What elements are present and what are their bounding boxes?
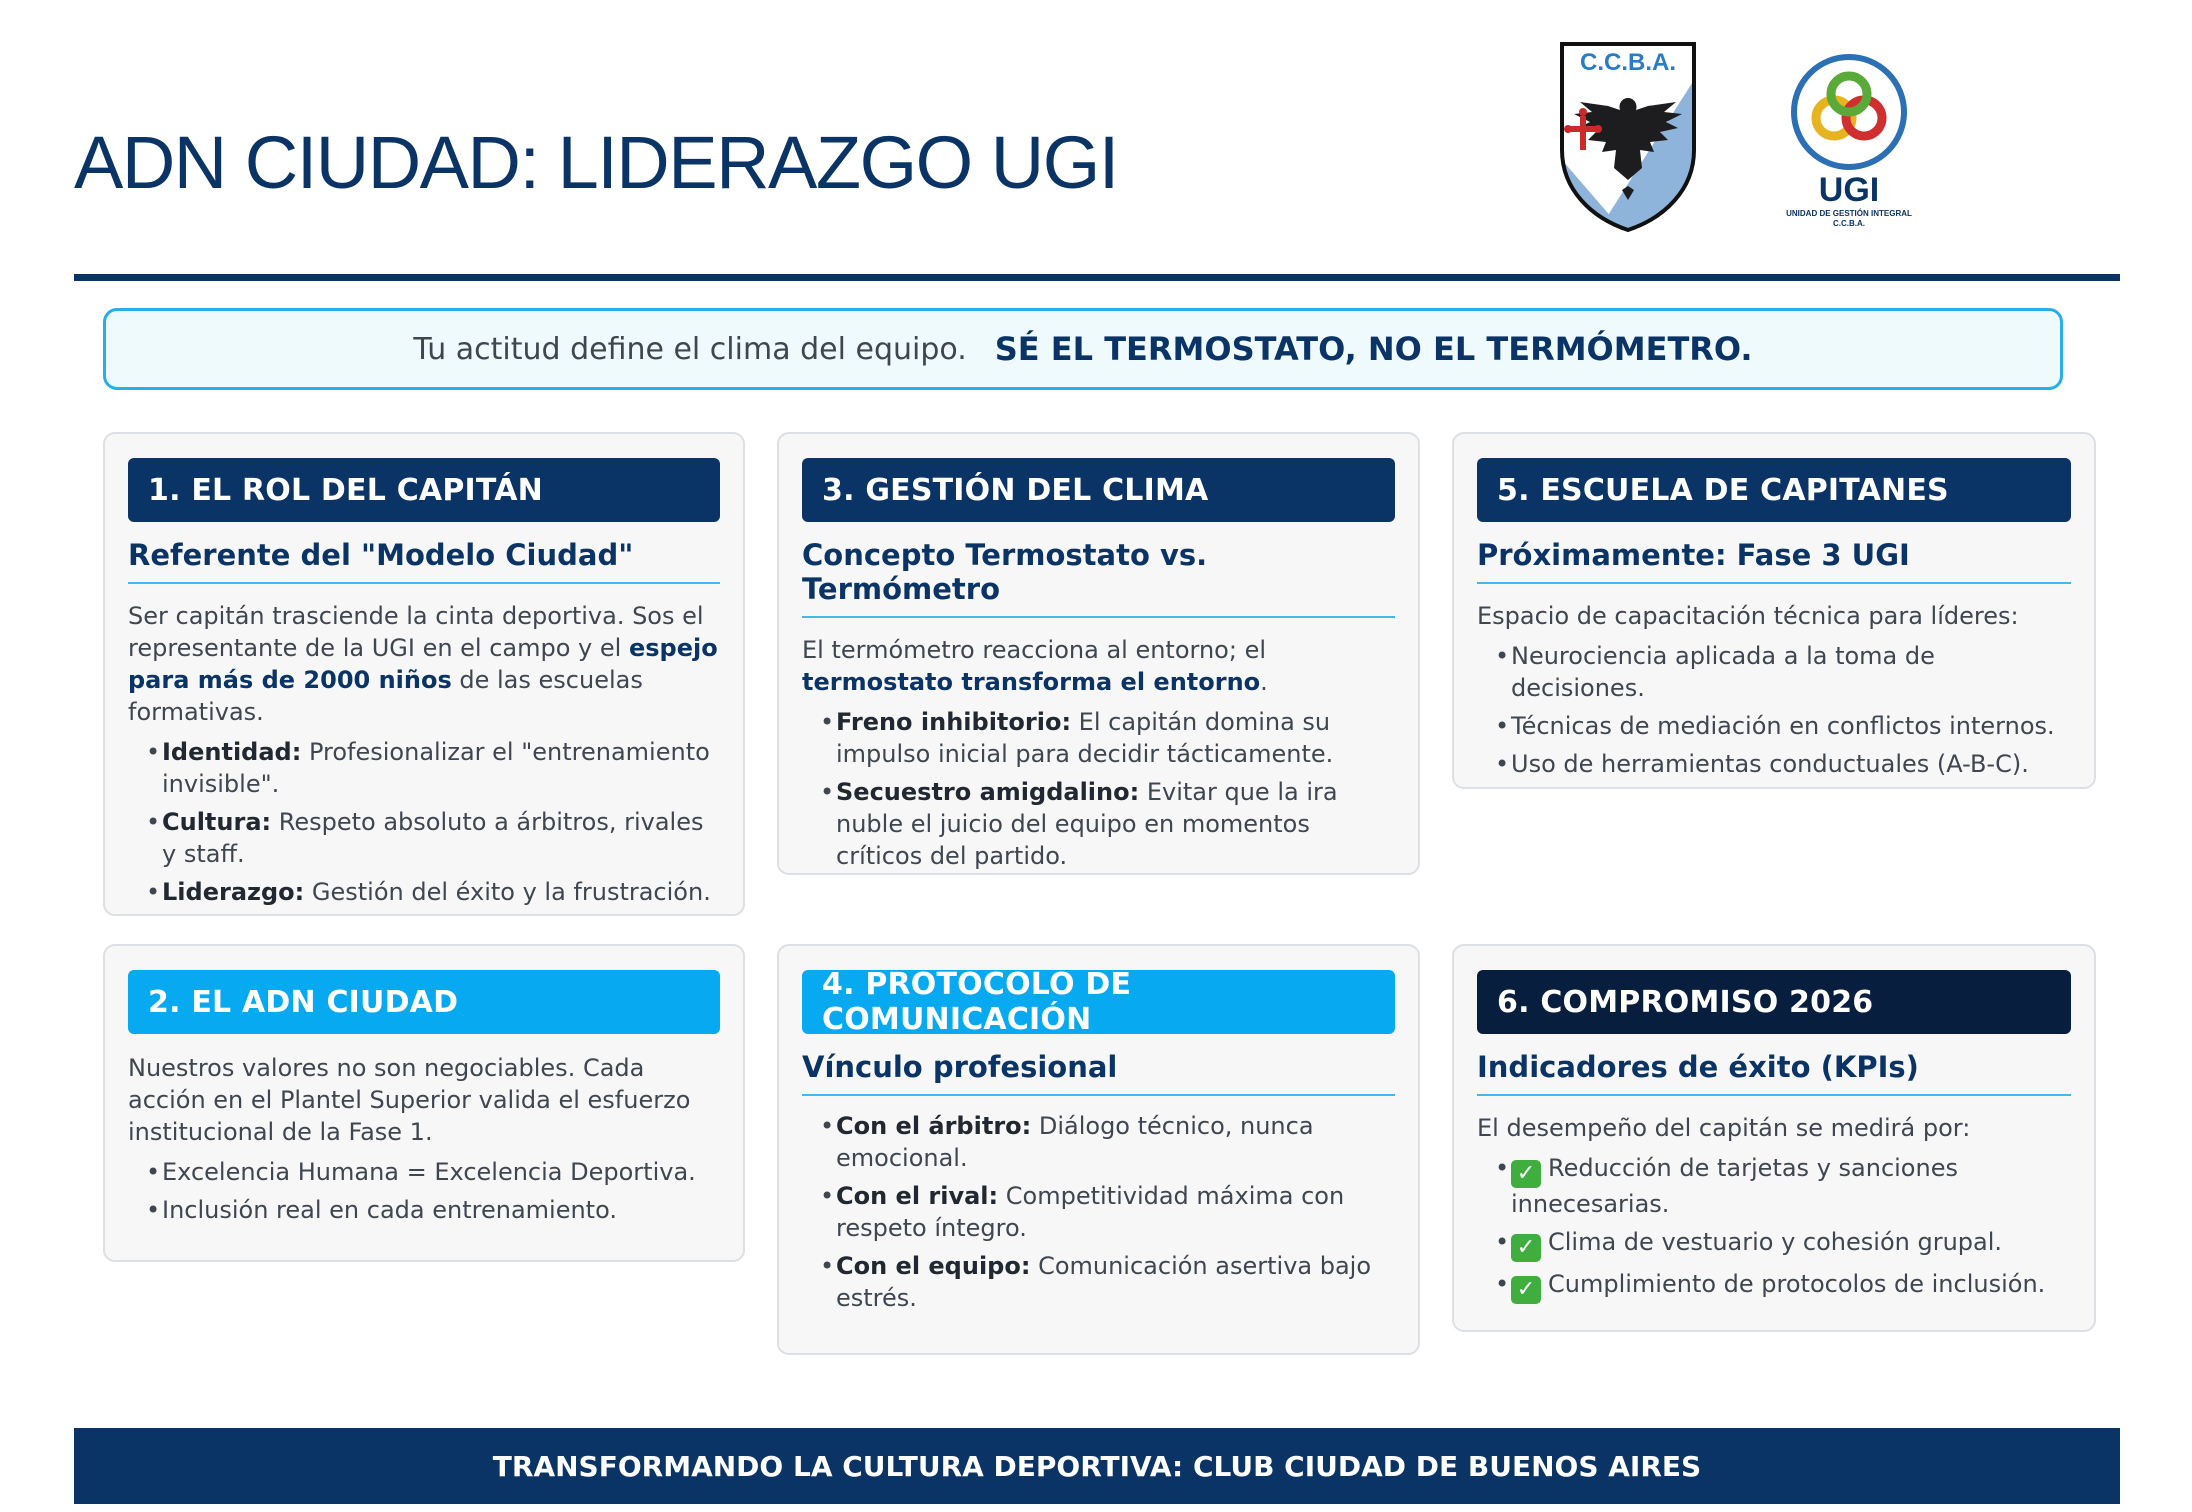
- card-heading: 5. ESCUELA DE CAPITANES: [1477, 458, 2071, 522]
- list-item: • Con el rival: Competitividad máxima con respeto íntegro.: [802, 1180, 1395, 1244]
- header-divider: [74, 274, 2120, 281]
- check-mark-icon: ✓: [1511, 1234, 1541, 1262]
- list-item: • Liderazgo: Gestión del éxito y la frustración.: [128, 876, 720, 908]
- card-heading: 4. PROTOCOLO DE COMUNICACIÓN: [802, 970, 1395, 1034]
- svg-text:UGI: UGI: [1818, 171, 1880, 209]
- list-item: • Cultura: Respeto absoluto a árbitros, rivales y staff.: [128, 806, 720, 870]
- card-subheading: Concepto Termostato vs. Termómetro: [802, 538, 1395, 618]
- list-item: • Secuestro amigdalino: Evitar que la ira nuble el juicio del equipo en momentos críticos del partido.: [802, 776, 1395, 872]
- card-subheading: Vínculo profesional: [802, 1050, 1395, 1096]
- card-body-text: El desempeño del capitán se medirá por:: [1477, 1114, 1971, 1142]
- ccba-crest-logo: [1556, 40, 1700, 234]
- bullet-list: [802, 1110, 1395, 1314]
- card-subheading: Indicadores de éxito (KPIs): [1477, 1050, 2071, 1096]
- list-item: • Con el equipo: Comunicación asertiva bajo estrés.: [802, 1250, 1395, 1314]
- list-item: • ✓ Reducción de tarjetas y sanciones innecesarias.: [1477, 1152, 2071, 1220]
- highlight-text: termostato transforma el entorno: [802, 668, 1261, 696]
- list-item: • Identidad: Profesionalizar el "entrenamiento invisible".: [128, 736, 720, 800]
- ugi-logo: [1772, 48, 1926, 232]
- card-heading: 6. COMPROMISO 2026: [1477, 970, 2071, 1034]
- card-captains-school: [1452, 432, 2096, 789]
- check-mark-icon: ✓: [1511, 1276, 1541, 1304]
- card-body-text: Nuestros valores no son negociables. Cada acción en el Plantel Superior valida el esfuerzo institucional de la Fase 1.: [128, 1054, 691, 1146]
- bullet-list: [1477, 640, 2071, 780]
- list-item: • Inclusión real en cada entrenamiento.: [128, 1194, 720, 1226]
- card-commitment-2026: [1452, 944, 2096, 1332]
- list-item: • ✓ Cumplimiento de protocolos de inclusión.: [1477, 1268, 2071, 1304]
- card-adn-ciudad: [103, 944, 745, 1262]
- banner-emphasis-text: SÉ EL TERMOSTATO, NO EL TERMÓMETRO.: [994, 330, 1753, 368]
- list-item: • Excelencia Humana = Excelencia Deportiva.: [128, 1156, 720, 1188]
- svg-text:UNIDAD DE GESTIÓN INTEGRAL: UNIDAD DE GESTIÓN INTEGRAL: [1786, 209, 1912, 218]
- list-item: • Uso de herramientas conductuales (A-B-C).: [1477, 748, 2071, 780]
- check-mark-icon: ✓: [1511, 1160, 1541, 1188]
- banner-lead-text: Tu actitud define el clima del equipo.: [413, 331, 967, 367]
- bullet-list: [802, 706, 1395, 872]
- bullet-list: [128, 1156, 720, 1226]
- footer-banner: TRANSFORMANDO LA CULTURA DEPORTIVA: CLUB CIUDAD DE BUENOS AIRES: [74, 1428, 2120, 1504]
- motto-banner: [103, 308, 2063, 390]
- list-item: • ✓ Clima de vestuario y cohesión grupal.: [1477, 1226, 2071, 1262]
- page-title: ADN CIUDAD: LIDERAZGO UGI: [74, 121, 1118, 204]
- svg-text:C.C.B.A.: C.C.B.A.: [1580, 49, 1676, 76]
- list-item: • Con el árbitro: Diálogo técnico, nunca emocional.: [802, 1110, 1395, 1174]
- highlight-text: espejo para más de 2000 niños: [128, 634, 718, 694]
- card-captain-role: [103, 432, 745, 916]
- card-heading: 3. GESTIÓN DEL CLIMA: [802, 458, 1395, 522]
- card-climate-management: [777, 432, 1420, 875]
- list-item: • Técnicas de mediación en conflictos internos.: [1477, 710, 2071, 742]
- bullet-list: [128, 736, 720, 908]
- card-body-text: El termómetro reacciona al entorno; el termostato transforma el entorno.: [802, 636, 1268, 696]
- card-heading: 1. EL ROL DEL CAPITÁN: [128, 458, 720, 522]
- bullet-list: [1477, 1152, 2071, 1304]
- list-item: • Freno inhibitorio: El capitán domina su impulso inicial para decidir tácticamente.: [802, 706, 1395, 770]
- list-item: • Neurociencia aplicada a la toma de decisiones.: [1477, 640, 2071, 704]
- card-communication-protocol: [777, 944, 1420, 1355]
- svg-text:C.C.B.A.: C.C.B.A.: [1833, 219, 1865, 228]
- card-body-text: Espacio de capacitación técnica para líderes:: [1477, 602, 2019, 630]
- card-body-text: Ser capitán trasciende la cinta deportiva. Sos el representante de la UGI en el campo y el espejo para más de 2000 niños de las escuelas formativas.: [128, 602, 718, 726]
- card-subheading: Referente del "Modelo Ciudad": [128, 538, 720, 584]
- card-subheading: Próximamente: Fase 3 UGI: [1477, 538, 2071, 584]
- card-heading: 2. EL ADN CIUDAD: [128, 970, 720, 1034]
